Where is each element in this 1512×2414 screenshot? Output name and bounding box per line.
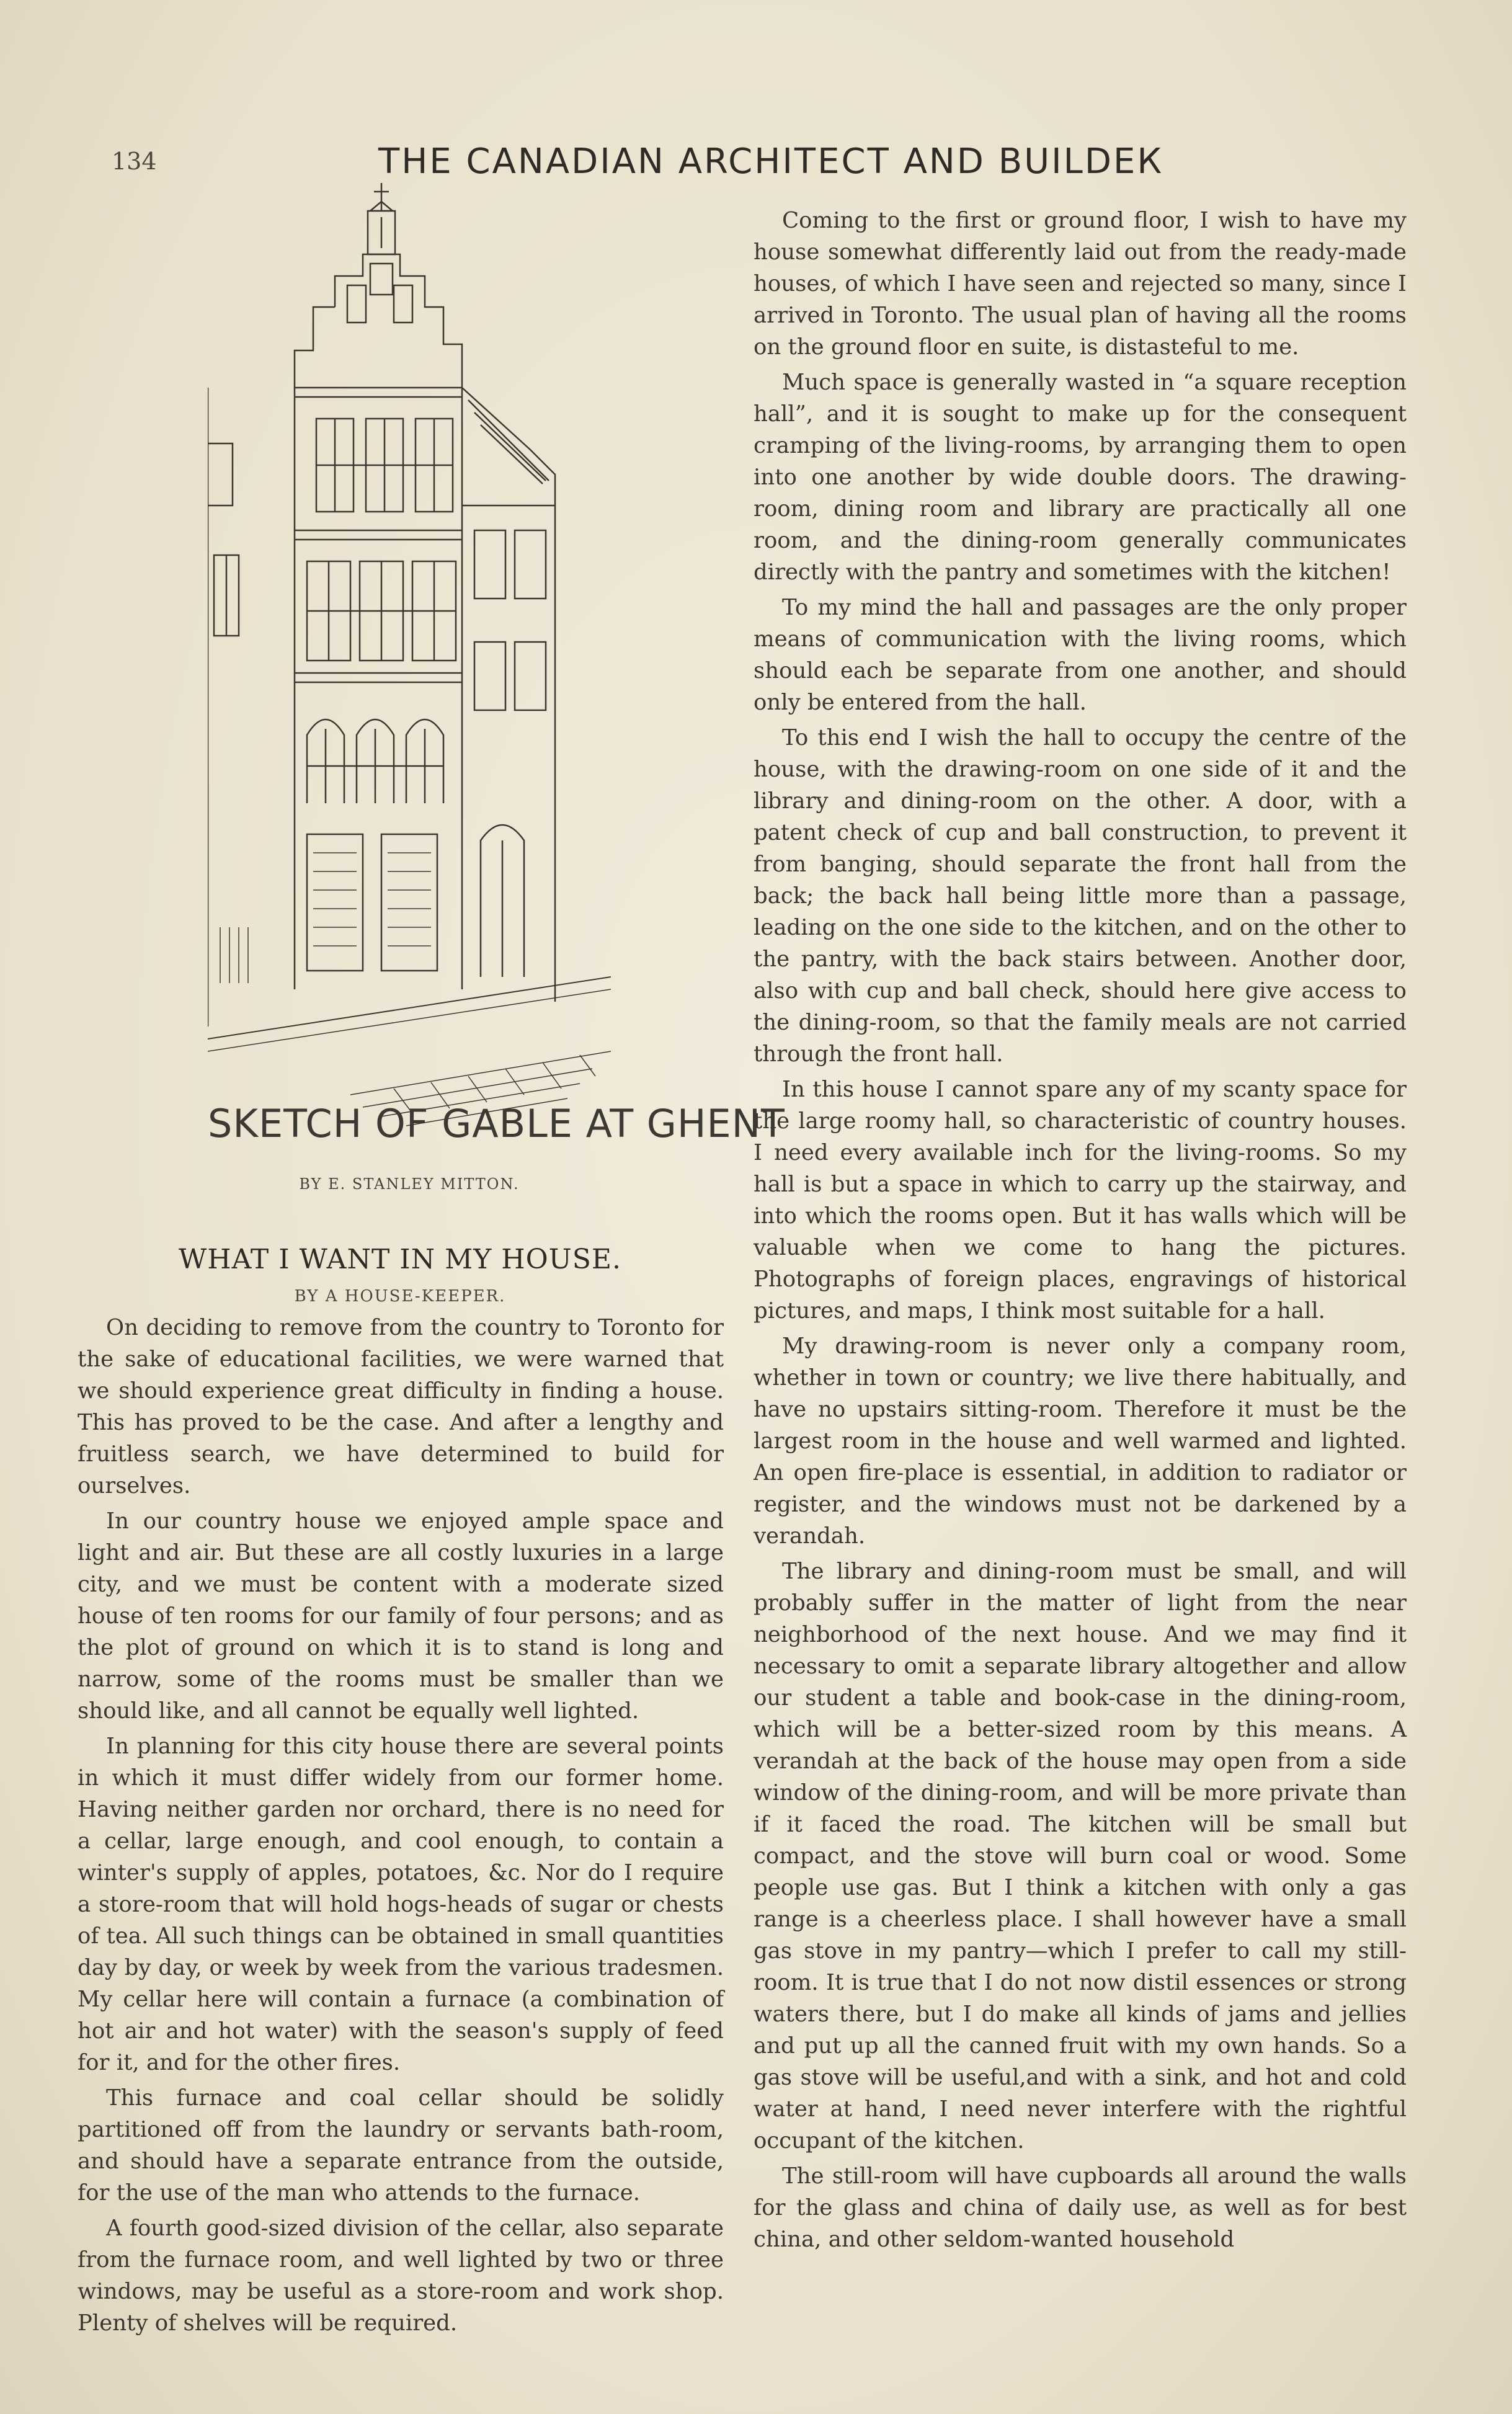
left-column: [78, 1312, 724, 2343]
paragraph: My drawing-room is never only a company room, whether in town or country; we live there habitually, and have no upstairs sitting-room. Therefore it must be the largest room in the house and well warmed and lighted. An open fire-place is essential, in addition to radiator or register, and the windows must not be darkened by a verandah.: [754, 1334, 1407, 1549]
article-title: WHAT I WANT IN MY HOUSE.: [178, 1244, 622, 1275]
paragraph: In our country house we enjoyed ample space and light and air. But these are all costly luxuries in a large city, and we must be content with a moderate sized house of ten rooms for our family of four persons; and as the plot of ground on which it is to stand is long and narrow, some of the rooms must be smaller than we should like, and all cannot be equally well lighted.: [78, 1508, 724, 1724]
page-number: 134: [112, 148, 157, 175]
paragraph: A fourth good-sized division of the cellar, also separate from the furnace room, and well lighted by two or three windows, may be useful as a store-room and work shop. Plenty of shelves will be required.: [78, 2216, 724, 2336]
paragraph: To my mind the hall and passages are the only proper means of communication with the living rooms, which should each be separate from one another, and should only be entered from the hall.: [754, 595, 1407, 715]
paragraph: To this end I wish the hall to occupy the centre of the house, with the drawing-room on one side of it and the library and dining-room on the other. A door, with a patent check of cup and ball construction, to prevent it from banging, should separate the front hall from the back; the back hall being little more than a passage, leading on the one side to the kitchen, and on the other to the pantry, with the back stairs between. Another door, also with cup and ball check, should here give access to the dining-room, so that the family meals are not carried through the front hall.: [754, 725, 1407, 1067]
paragraph: In this house I cannot spare any of my scanty space for the large roomy hall, so characteristic of country houses. I need every available inch for the living-rooms. So my hall is but a space in which to carry up the stairway, and into which the rooms open. But it has walls which will be valuable when we come to hang the pictures. Photographs of foreign places, engravings of historical pictures, and maps, I think most suitable for a hall.: [754, 1077, 1407, 1324]
paragraph: The still-room will have cupboards all around the walls for the glass and china of daily use, as well as for best china, and other seldom-wanted household: [754, 2163, 1407, 2252]
running-header: THE CANADIAN ARCHITECT AND BUILDEК: [378, 141, 1164, 182]
paragraph: Much space is generally wasted in “a square reception hall”, and it is sought to make up for the consequent cramping of the living-rooms, by arranging them to open into one another by wide double doors. The drawing-room, dining room and library are practically all one room, and the dining-room generally communicates directly with the pantry and sometimes with the kitchen!: [754, 370, 1407, 585]
gable-sketch-drawing: [208, 183, 785, 1175]
paragraph: Coming to the first or ground floor, I wish to have my house somewhat differently laid out from the ready-made houses, of which I have seen and rejected so many, since I arrived in Toronto. The usual plan of having all the rooms on the ground floor en suite, is distasteful to me.: [754, 208, 1407, 360]
right-column: [754, 205, 1407, 2259]
paragraph: In planning for this city house there are several points in which it must differ widely from our former home. Having neither garden nor orchard, there is no need for a cellar, large enough, and cool enough, to contain a winter's supply of apples, potatoes, &c. Nor do I require a store-room that will hold hogs-heads of sugar or chests of tea. All such things can be obtained in small quantities day by day, or week by week from the various tradesmen. My cellar here will contain a furnace (a combination of hot air and hot water) with the season's supply of feed for it, and for the other fires.: [78, 1734, 724, 2075]
illustration-credit: BY E. STANLEY MITTON.: [299, 1175, 520, 1193]
paragraph: This furnace and coal cellar should be solidly partitioned off from the laundry or servants bath-room, and should have a separate entrance from the outside, for the use of the man who attends to the furnace.: [78, 2085, 724, 2206]
article-byline: BY A HOUSE-KEEPER.: [294, 1287, 506, 1306]
illustration-title: SKETCH OF GABLE AT GHENT: [208, 1101, 785, 1146]
paragraph: The library and dining-room must be small, and will probably suffer in the matter of light from the near neighborhood of the next house. And we may find it necessary to omit a separate library altogether and allow our student a table and book-case in the dining-room, which will be a better-sized room by this means. A verandah at the back of the house may open from a side window of the dining-room, and will be more private than if it faced the road. The kitchen will be small but compact, and the stove will burn coal or wood. Some people use gas. But I think a kitchen with only a gas range is a cheerless place. I shall however have a small gas stove in my pantry—which I prefer to call my still-room. It is true that I do not now distil essences or strong waters there, but I do make all kinds of jams and jellies and put up all the canned fruit with my own hands. So a gas stove will be useful,and with a sink, and hot and cold water at hand, I need never interfere with the rightful occupant of the kitchen.: [754, 1559, 1407, 2153]
gable-sketch-illustration: [208, 183, 785, 1175]
paragraph: On deciding to remove from the country to Toronto for the sake of educational facilities, we were warned that we should experience great difficulty in finding a house. This has proved to be the case. And after a lengthy and fruitless search, we have determined to build for ourselves.: [78, 1315, 724, 1499]
